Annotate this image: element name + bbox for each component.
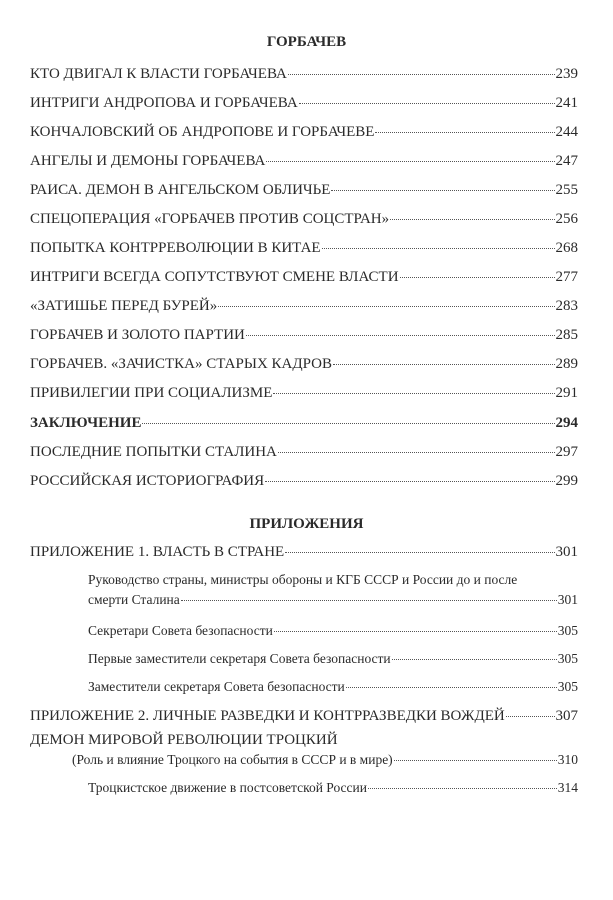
toc-entry[interactable] xyxy=(30,473,578,490)
toc-entry[interactable] xyxy=(30,240,578,257)
toc-entry[interactable] xyxy=(30,182,578,199)
dot-leader xyxy=(181,600,557,601)
toc-entry[interactable] xyxy=(30,415,578,432)
toc-entry-title: Троцкистское движение в постсоветской России xyxy=(88,780,367,795)
toc-entry-page: 244 xyxy=(555,124,578,140)
toc-entry-title: смерти Сталина xyxy=(88,592,180,607)
toc-entry[interactable] xyxy=(88,651,578,667)
toc-entry-page: 255 xyxy=(555,182,578,198)
dot-leader xyxy=(375,132,554,133)
toc-entry-title: Заместители секретаря Совета безопасности xyxy=(88,679,345,694)
toc-entry-page: 291 xyxy=(555,385,578,401)
toc-entry-title: РОССИЙСКАЯ ИСТОРИОГРАФИЯ xyxy=(30,473,265,489)
toc-entry-title: КТО ДВИГАЛ К ВЛАСТИ ГОРБАЧЕВА xyxy=(30,66,287,82)
toc-entry-title: ПОСЛЕДНИЕ ПОПЫТКИ СТАЛИНА xyxy=(30,444,277,460)
toc-entry-page: 314 xyxy=(557,780,578,795)
dot-leader xyxy=(394,760,557,761)
dot-leader xyxy=(266,161,554,162)
toc-entry-title: ПОПЫТКА КОНТРРЕВОЛЮЦИИ В КИТАЕ xyxy=(30,240,321,256)
dot-leader xyxy=(331,190,554,191)
dot-leader xyxy=(246,335,555,336)
toc-entry[interactable] xyxy=(88,679,578,695)
section-heading-gorbachev: ГОРБАЧЕВ xyxy=(266,34,347,50)
dot-leader xyxy=(273,393,554,394)
toc-entry-title: КОНЧАЛОВСКИЙ ОБ АНДРОПОВЕ И ГОРБАЧЕВЕ xyxy=(30,124,375,140)
dot-leader xyxy=(400,277,555,278)
toc-entry[interactable] xyxy=(88,592,578,608)
dot-leader xyxy=(274,631,557,632)
toc-entry-title: Секретари Совета безопасности xyxy=(88,623,273,638)
toc-entry-title: (Роль и влияние Троцкого на события в СССР и в мире) xyxy=(72,752,393,767)
toc-entry-title: РАИСА. ДЕМОН В АНГЕЛЬСКОМ ОБЛИЧЬЕ xyxy=(30,182,331,198)
toc-entry[interactable] xyxy=(30,327,578,344)
toc-entry-page: 297 xyxy=(555,444,578,460)
toc-entry-page: 283 xyxy=(555,298,578,314)
toc-entry[interactable] xyxy=(30,544,578,561)
dot-leader xyxy=(299,103,555,104)
dot-leader xyxy=(506,716,555,717)
dot-leader xyxy=(390,219,554,220)
dot-leader xyxy=(368,788,557,789)
toc-entry[interactable] xyxy=(72,752,578,768)
toc-entry[interactable] xyxy=(30,385,578,402)
toc-entry[interactable] xyxy=(30,153,578,170)
toc-entry-title-line1: Руководство страны, министры обороны и КГБ СССР и России до и после xyxy=(88,572,518,587)
toc-entry-page: 285 xyxy=(555,327,578,343)
toc-entry-title: ГОРБАЧЕВ. «ЗАЧИСТКА» СТАРЫХ КАДРОВ xyxy=(30,356,332,372)
toc-entry-title: АНГЕЛЫ И ДЕМОНЫ ГОРБАЧЕВА xyxy=(30,153,266,169)
toc-entry-title-line1: ДЕМОН МИРОВОЙ РЕВОЛЮЦИИ ТРОЦКИЙ xyxy=(30,732,338,748)
toc-entry-page: 301 xyxy=(555,544,578,560)
dot-leader xyxy=(218,306,554,307)
toc-entry-page: 294 xyxy=(555,415,578,431)
toc-entry[interactable] xyxy=(30,66,578,83)
toc-entry-page: 239 xyxy=(555,66,578,82)
toc-entry-page: 305 xyxy=(557,651,578,666)
toc-entry-page: 289 xyxy=(555,356,578,372)
toc-entry[interactable] xyxy=(30,211,578,228)
toc-entry-page: 256 xyxy=(555,211,578,227)
toc-entry-title: СПЕЦОПЕРАЦИЯ «ГОРБАЧЕВ ПРОТИВ СОЦСТРАН» xyxy=(30,211,390,227)
toc-entry[interactable] xyxy=(30,444,578,461)
toc-entry-title: ПРИЛОЖЕНИЕ 2. ЛИЧНЫЕ РАЗВЕДКИ И КОНТРРАЗВЕДКИ ВОЖДЕЙ xyxy=(30,708,505,724)
toc-entry-page: 307 xyxy=(555,708,578,724)
dot-leader xyxy=(265,481,554,482)
toc-entry-page: 301 xyxy=(557,592,578,607)
section-heading-appendices: ПРИЛОЖЕНИЯ xyxy=(249,516,364,532)
toc-entry-title: ЗАКЛЮЧЕНИЕ xyxy=(30,415,142,431)
toc-entry-title: ПРИЛОЖЕНИЕ 1. ВЛАСТЬ В СТРАНЕ xyxy=(30,544,285,560)
toc-entry-page: 247 xyxy=(555,153,578,169)
dot-leader xyxy=(346,687,557,688)
toc-entry[interactable] xyxy=(30,298,578,315)
dot-leader xyxy=(142,423,554,424)
toc-entry-title: ПРИВИЛЕГИИ ПРИ СОЦИАЛИЗМЕ xyxy=(30,385,273,401)
toc-entry-page: 241 xyxy=(555,95,578,111)
dot-leader xyxy=(392,659,557,660)
toc-entry[interactable] xyxy=(88,780,578,796)
dot-leader xyxy=(322,248,555,249)
toc-entry-page: 277 xyxy=(555,269,578,285)
toc-entry[interactable] xyxy=(30,124,578,141)
toc-entry-page: 305 xyxy=(557,623,578,638)
dot-leader xyxy=(278,452,555,453)
toc-entry[interactable] xyxy=(30,269,578,286)
dot-leader xyxy=(288,74,555,75)
toc-entry[interactable] xyxy=(30,95,578,112)
toc-entry[interactable] xyxy=(88,623,578,639)
toc-entry-page: 268 xyxy=(555,240,578,256)
toc-entry-title: ИНТРИГИ АНДРОПОВА И ГОРБАЧЕВА xyxy=(30,95,298,111)
toc-entry-page: 299 xyxy=(555,473,578,489)
dot-leader xyxy=(285,552,554,553)
toc-entry-page: 310 xyxy=(557,752,578,767)
toc-entry-title: ИНТРИГИ ВСЕГДА СОПУТСТВУЮТ СМЕНЕ ВЛАСТИ xyxy=(30,269,399,285)
toc-entry[interactable] xyxy=(30,356,578,373)
toc-entry[interactable] xyxy=(30,708,578,725)
dot-leader xyxy=(333,364,555,365)
toc-entry-page: 305 xyxy=(557,679,578,694)
toc-entry-title: Первые заместители секретаря Совета безопасности xyxy=(88,651,391,666)
toc-entry-title: ГОРБАЧЕВ И ЗОЛОТО ПАРТИИ xyxy=(30,327,245,343)
toc-entry-title: «ЗАТИШЬЕ ПЕРЕД БУРЕЙ» xyxy=(30,298,218,314)
